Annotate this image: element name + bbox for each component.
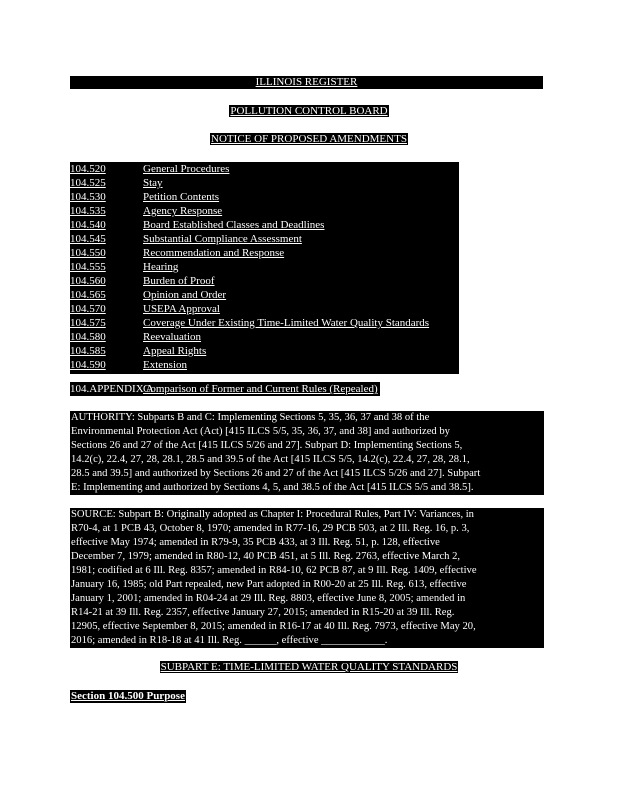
toc-row (70, 288, 459, 302)
source-line: January 16, 1985; old Part repealed, new Part adopted in R00-20 at 25 Ill. Reg. 613, effective (71, 579, 467, 590)
toc-title: Hearing (143, 261, 179, 273)
toc-row (70, 344, 459, 358)
source-line: R70-4, at 1 PCB 43, October 8, 1970; amended in R77-16, 29 PCB 503, at 2 Ill. Reg. 16, p. 3, (71, 523, 470, 534)
toc-number: 104.530 (70, 191, 106, 203)
source-line: 1981; codified at 6 Ill. Reg. 8357; amended in R84-10, 62 PCB 87, at 9 Ill. Reg. 1409, effective (71, 565, 477, 576)
board-title (0, 105, 618, 118)
authority-paragraph (70, 411, 544, 495)
toc-title: General Procedures (143, 163, 230, 175)
toc-title: Extension (143, 359, 187, 371)
toc-title: Stay (143, 177, 163, 189)
authority-line: Environmental Protection Act (Act) [415 ILCS 5/5, 35, 36, 37, and 38] and authorized by (71, 426, 450, 437)
appendix-entry (70, 382, 380, 396)
section-heading: Section 104.500 Purpose (71, 690, 185, 702)
register-title (70, 76, 543, 89)
source-line: January 1, 2001; amended in R04-24 at 29 Ill. Reg. 8803, effective June 8, 2005; amended in (71, 593, 466, 604)
toc-row (70, 246, 459, 260)
toc-number: 104.570 (70, 303, 106, 315)
subpart-heading-text: SUBPART E: TIME-LIMITED WATER QUALITY STANDARDS (160, 661, 458, 673)
toc-title: Burden of Proof (143, 275, 215, 287)
toc-row (70, 218, 459, 232)
toc-row (70, 358, 459, 372)
authority-line: E: Implementing and authorized by Sections 4, 5, and 38.5 of the Act [415 ILCS 5/5 and 38.5]. (71, 482, 474, 493)
toc-number: 104.540 (70, 219, 106, 231)
notice-title-text: NOTICE OF PROPOSED AMENDMENTS (211, 133, 407, 145)
toc-title: Substantial Compliance Assessment (143, 233, 302, 245)
subpart-heading (0, 661, 618, 674)
toc-number: 104.585 (70, 345, 106, 357)
toc-row (70, 190, 459, 204)
toc-number: 104.520 (70, 163, 106, 175)
toc-number: 104.565 (70, 289, 106, 301)
toc-title: Reevaluation (143, 331, 202, 343)
toc-number: 104.555 (70, 261, 106, 273)
toc-number: 104.525 (70, 177, 106, 189)
toc-title: Opinion and Order (143, 289, 227, 301)
toc-row (70, 204, 459, 218)
authority-line: AUTHORITY: Subparts B and C: Implementing Sections 5, 35, 36, 37 and 38 of the (71, 412, 430, 423)
toc-row (70, 316, 459, 330)
source-line: R14-21 at 39 Ill. Reg. 2357, effective January 27, 2015; amended in R15-20 at 39 Ill. Reg. (71, 607, 455, 618)
toc-row (70, 274, 459, 288)
toc-number: 104.575 (70, 317, 106, 329)
source-line: December 7, 1979; amended in R80-12, 40 PCB 451, at 5 Ill. Reg. 2763, effective March 2, (71, 551, 461, 562)
toc-title: Coverage Under Existing Time-Limited Water Quality Standards (143, 317, 430, 329)
source-line: SOURCE: Subpart B: Originally adopted as Chapter I: Procedural Rules, Part IV: Variances, in (71, 509, 474, 520)
table-of-contents (70, 162, 459, 374)
authority-line: 14.2(c), 22.4, 27, 28, 28.1, 28.5 and 39.5 of the Act [415 ILCS 5/5, 14.2(c), 22.4, 27, 28, 28.1, (71, 454, 470, 465)
toc-title: Recommendation and Response (143, 247, 285, 259)
toc-title: Board Established Classes and Deadlines (143, 219, 325, 231)
toc-number: 104.590 (70, 359, 106, 371)
toc-number: 104.560 (70, 275, 106, 287)
toc-title: Agency Response (143, 205, 223, 217)
source-line: effective May 1974; amended in R79-9, 35 PCB 433, at 3 Ill. Reg. 51, p. 128, effective (71, 537, 440, 548)
toc-row (70, 330, 459, 344)
appendix-number: 104.APPENDIX A (70, 383, 154, 395)
authority-line: Sections 26 and 27 of the Act [415 ILCS 5/26 and 27]. Subpart D: Implementing Sections 5, (71, 440, 463, 451)
toc-title: Petition Contents (143, 191, 220, 203)
toc-title: USEPA Approval (143, 303, 220, 315)
source-line: 2016; amended in R18-18 at 41 Ill. Reg. ______, effective ____________. (71, 635, 388, 646)
register-title-text: ILLINOIS REGISTER (255, 76, 358, 88)
source-line: 12905, effective September 8, 2015; amended in R16-17 at 40 Ill. Reg. 7973, effective May 20, (71, 621, 476, 632)
board-title-text: POLLUTION CONTROL BOARD (230, 105, 388, 117)
toc-number: 104.580 (70, 331, 106, 343)
toc-row (70, 162, 459, 176)
toc-row (70, 176, 459, 190)
toc-number: 104.535 (70, 205, 106, 217)
toc-title: Appeal Rights (143, 345, 207, 357)
toc-row (70, 260, 459, 274)
toc-row (70, 302, 459, 316)
appendix-title: Comparison of Former and Current Rules (Repealed) (143, 383, 378, 395)
source-paragraph (70, 508, 544, 648)
toc-number: 104.550 (70, 247, 106, 259)
authority-line: 28.5 and 39.5] and authorized by Sections 26 and 27 of the Act [415 ILCS 5/26 and 27]. Subpart (71, 468, 481, 479)
toc-number: 104.545 (70, 233, 106, 245)
notice-title (0, 133, 618, 146)
toc-row (70, 232, 459, 246)
